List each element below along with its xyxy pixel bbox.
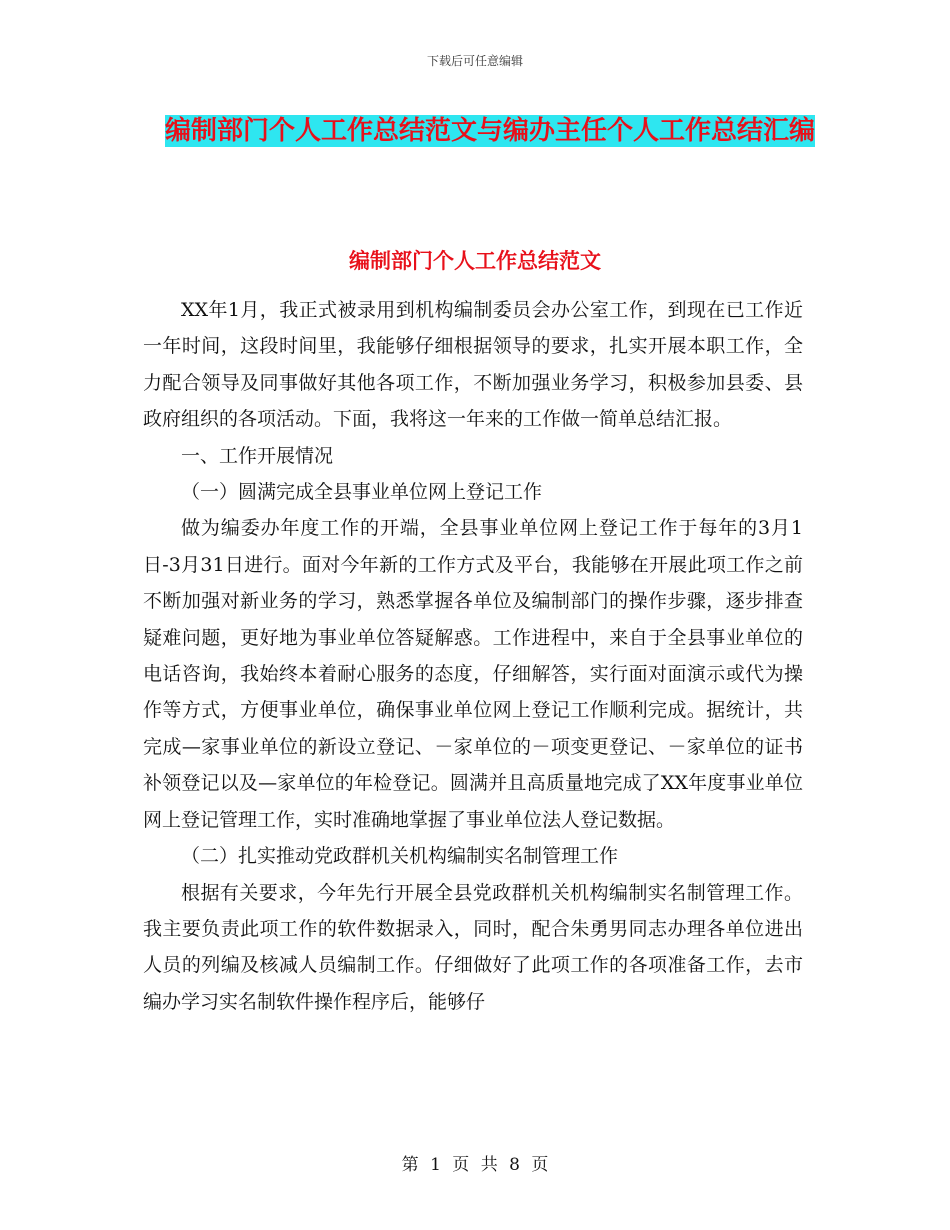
paragraph-intro: XX年1月，我正式被录用到机构编制委员会办公室工作，到现在已工作近一年时间，这段时间里，我能够仔细根据领导的要求，扎实开展本职工作，全力配合领导及同事做好其他各项工作，不断加强业务学习，积极参加县委、县政府组织的各项活动。下面，我将这一年来的工作做一简单总结汇报。 [143,299,803,431]
document-title [140,108,840,154]
document-body [143,292,803,1020]
header-note: 下载后可任意编辑 [426,54,523,68]
heading-online-registration: （一）圆满完成全县事业单位网上登记工作 [181,481,543,504]
heading-real-name-management: （二）扎实推动党政群机关机构编制实名制管理工作 [181,845,619,868]
document-title-text: 编制部门个人工作总结范文与编办主任个人工作总结汇编 [164,116,815,146]
page-footer: 第 1 页 共 8 页 [401,1155,549,1175]
heading-work-progress: 一、工作开展情况 [181,444,334,467]
paragraph-real-name-management: 根据有关要求，今年先行开展全县党政群机关机构编制实名制管理工作。我主要负责此项工作的软件数据录入，同时，配合朱勇男同志办理各单位进出人员的列编及核减人员编制工作。仔细做好了此项工作的各项准备工作，去市编办学习实名制软件操作程序后，能够仔 [143,881,803,1013]
section-title: 编制部门个人工作总结范文 [349,249,601,273]
paragraph-online-registration: 做为编委办年度工作的开端，全县事业单位网上登记工作于每年的3月1日-3月31日进行。面对今年新的工作方式及平台，我能够在开展此项工作之前不断加强对新业务的学习，熟悉掌握各单位及编制部门的操作步骤，逐步排查疑难问题，更好地为事业单位答疑解惑。工作进程中，来自于全县事业单位的电话咨询，我始终本着耐心服务的态度，仔细解答，实行面对面演示或代为操作等方式，方便事业单位，确保事业单位网上登记工作顺利完成。据统计，共完成—家事业单位的新设立登记、－家单位的－项变更登记、－家单位的证书补领登记以及—家单位的年检登记。圆满并且高质量地完成了XX年度事业单位网上登记管理工作，实时准确地掌握了事业单位法人登记数据。 [143,517,803,831]
